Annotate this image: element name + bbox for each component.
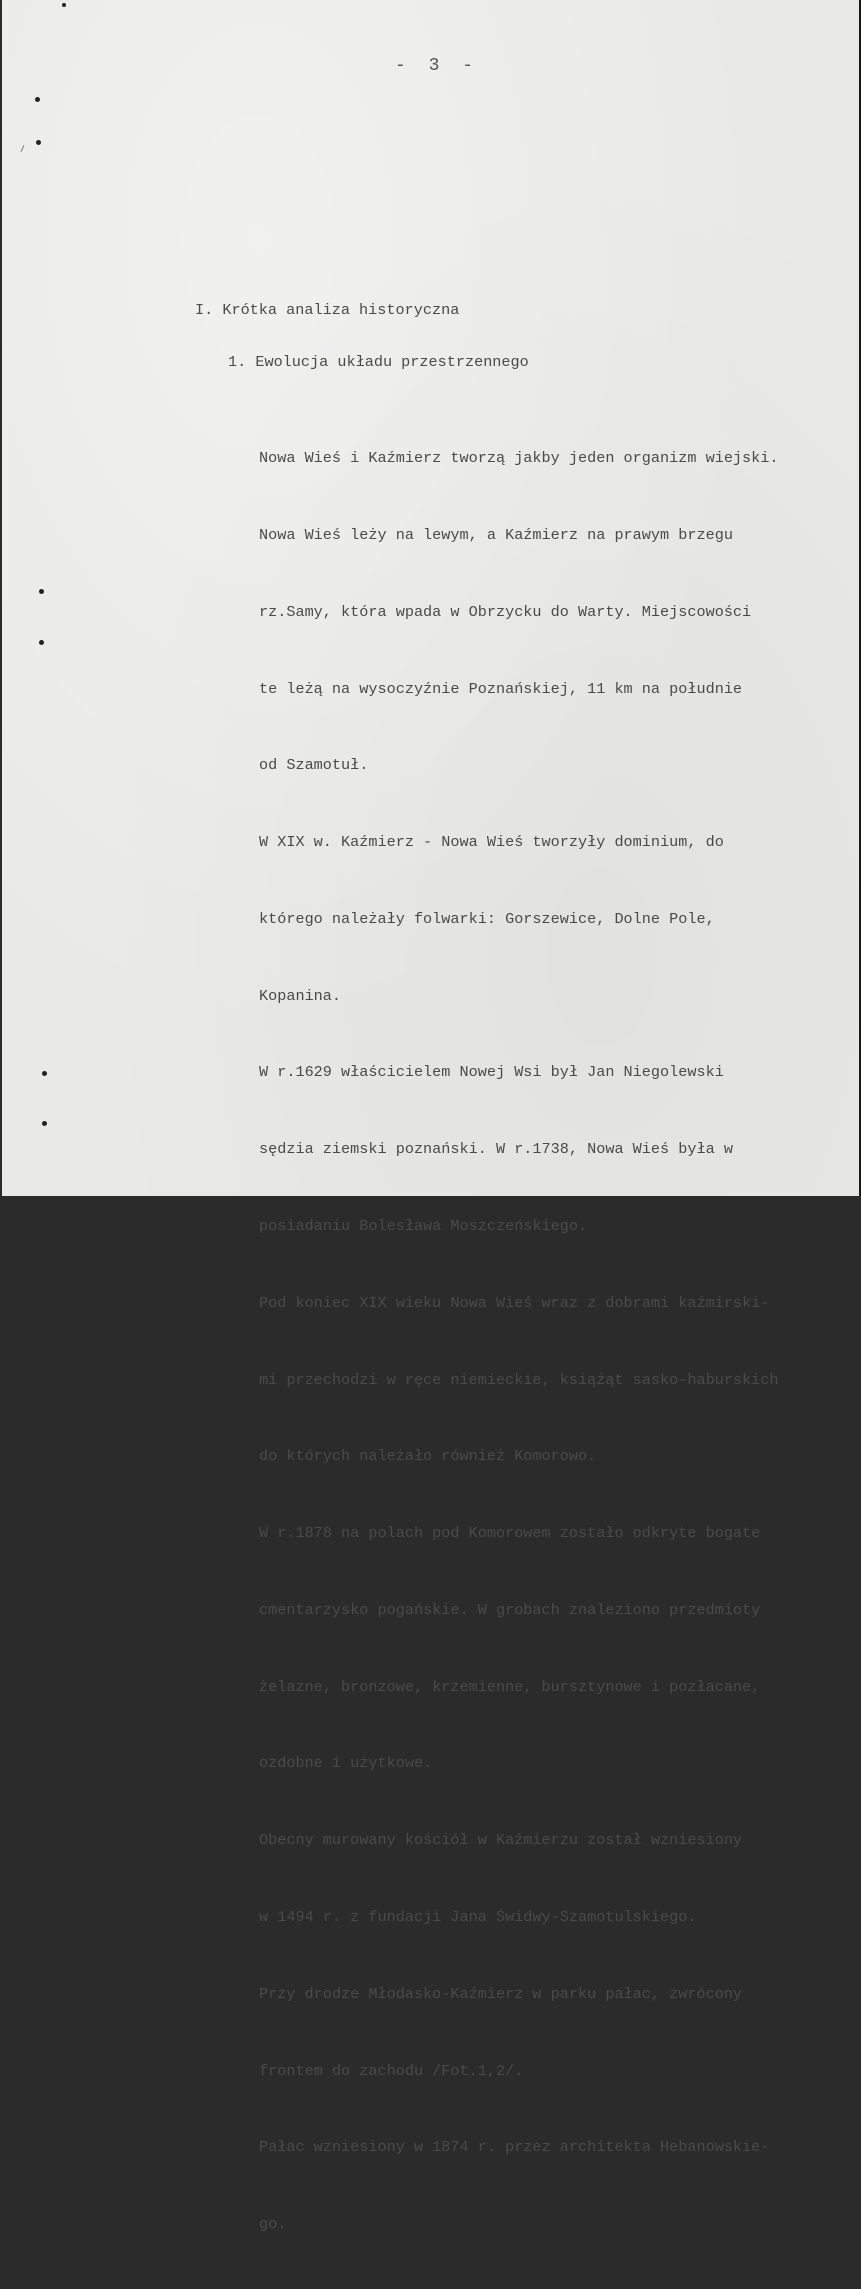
body-line: Nowa Wieś i Kaźmierz tworzą jakby jeden organizm wiejski. xyxy=(259,449,779,468)
body-line: sędzia ziemski poznański. W r.1738, Nowa Wieś była w xyxy=(259,1140,733,1159)
stray-pen-mark xyxy=(21,145,25,152)
body-line: go. xyxy=(259,2215,287,2234)
body-line: do których należało również Komorowo. xyxy=(259,1447,597,1466)
body-line: Pod koniec XIX wieku Nowa Wieś wraz z dobrami kaźmirski- xyxy=(259,1293,770,1312)
binding-mark-dot xyxy=(35,97,40,102)
body-line: Pałac wzniesiony w 1874 r. przez architekta Hebanowskie- xyxy=(259,2138,770,2157)
document-page xyxy=(2,0,861,2234)
page-number: - 3 - xyxy=(395,56,480,76)
body-line: W r.1878 na polach pod Komorowem zostało odkryte bogate xyxy=(259,1524,761,1543)
subsection-heading: 1. Ewolucja układu przestrzennego xyxy=(228,353,529,371)
body-line: którego należały folwarki: Gorszewice, Dolne Pole, xyxy=(259,909,715,928)
binding-mark-dot xyxy=(62,3,66,7)
body-line: Obecny murowany kościół w Kaźmierzu został wzniesiony xyxy=(259,1831,743,1850)
body-line: żelazne, bronzowe, krzemienne, bursztynowe i pozłacane, xyxy=(259,1677,761,1696)
section-heading: I. Krótka analiza historyczna xyxy=(195,301,460,319)
body-line: w 1494 r. z fundacji Jana Świdwy-Szamotulskiego. xyxy=(259,1908,697,1927)
body-line: od Szamotuł. xyxy=(259,756,369,775)
binding-mark-dot xyxy=(36,140,41,145)
body-line: W XIX w. Kaźmierz - Nowa Wieś tworzyły dominium, do xyxy=(259,833,724,852)
binding-mark-dot xyxy=(42,1071,47,1076)
body-line: ozdobne i użytkowe. xyxy=(259,1754,433,1773)
body-line: Kopanina. xyxy=(259,986,342,1005)
body-line: rz.Samy, która wpada w Obrzycku do Warty. Miejscowości xyxy=(259,602,752,621)
body-line: te leżą na wysoczyźnie Poznańskiej, 11 km na południe xyxy=(259,679,743,698)
binding-mark-dot xyxy=(39,589,44,594)
body-line: cmentarzysko pogańskie. W grobach znaleziono przedmioty xyxy=(259,1600,761,1619)
body-line: mi przechodzi w ręce niemieckie, książąt sasko-haburskich xyxy=(259,1370,779,1389)
body-line: Przy drodze Młodasko-Kaźmierz w parku pałac, zwrócony xyxy=(259,1984,743,2003)
body-line: Nowa Wieś leży na lewym, a Kaźmierz na prawym brzegu xyxy=(259,525,733,544)
body-line: posiadaniu Bolesława Moszczeńskiego. xyxy=(259,1217,588,1235)
binding-mark-dot xyxy=(39,640,44,645)
body-text xyxy=(259,395,779,2289)
body-line: frontem do zachodu /Fot.1,2/. xyxy=(259,2061,524,2080)
binding-mark-dot xyxy=(42,1121,47,1126)
body-line: W r.1629 właścicielem Nowej Wsi był Jan Niegolewski xyxy=(259,1063,724,1082)
